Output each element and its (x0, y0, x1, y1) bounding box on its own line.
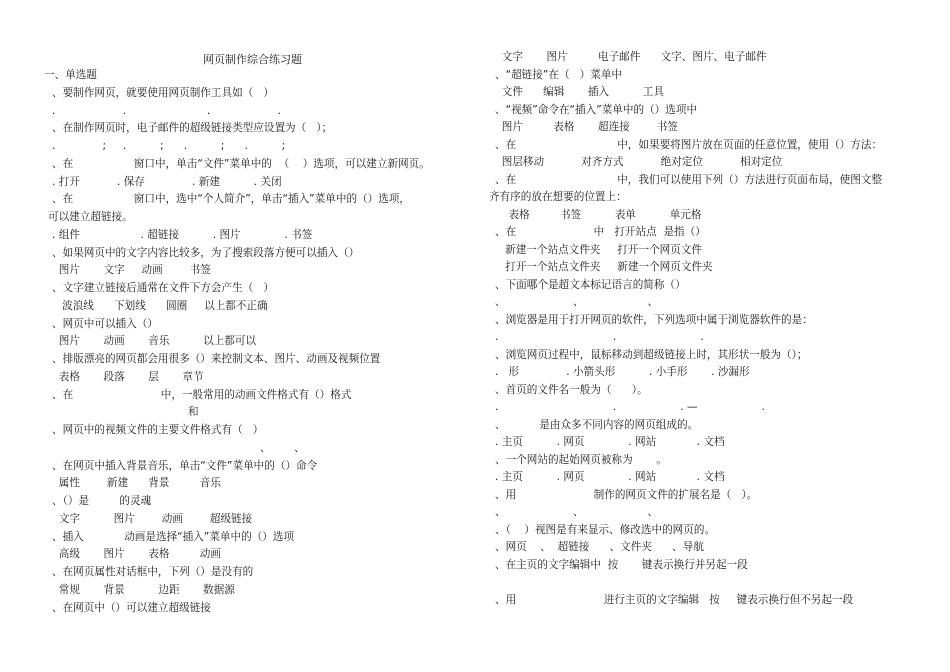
question-line: . 主页 . 网页 . 网站 . 文档 (495, 436, 725, 448)
question-line: 表格 书签 表单 单元格 (495, 208, 702, 221)
question-line: 、 是由众多不同内容的网页组成的。 (495, 418, 699, 431)
question-line: 图片 表格 超连接 书签 (495, 121, 678, 133)
worksheet-title: 网页制作综合练习题 (203, 53, 302, 66)
question-line: 可以建立超链接。 (48, 211, 133, 223)
question-line: 文字 图片 电子邮件 文字、图片、电子邮件 (495, 51, 767, 63)
question-line: 、如果网页中的文字内容比较多，为了搜索段落方便可以插入（） (52, 246, 360, 259)
question-line: . ; . ; . ; . ; (52, 140, 286, 152)
question-line: 、在 窗口中，选中“个人简介”，单击“插入”菜单中的（）选项， (52, 193, 411, 206)
question-line: . 组件 . 超链接 . 图片 . 书签 (52, 228, 313, 241)
question-line: 、浏览器是用于打开网页的软件，下列选项中属于浏览器软件的是： (495, 313, 813, 326)
question-line: 、在 中，一般常用的动画文件格式有（）格式 (52, 388, 352, 401)
question-line: 文字 图片 动画 超级链接 (52, 512, 253, 525)
question-line: 、在网页中（）可以建立超级链接 (52, 601, 211, 614)
question-line: 和 (188, 406, 199, 419)
question-line: 、在网页中插入背景音乐，单击“文件”菜单中的（）命令 (52, 459, 318, 472)
question-line: 波浪线 下划线 圆圈 以上都不正确 (52, 299, 268, 312)
question-line: 、“超链接”在（ ）菜单中 (495, 68, 623, 81)
question-line: . . . . (52, 104, 281, 117)
left-column (0, 0, 455, 672)
question-line: 、（ ）视图是有来显示、修改选中的网页的。 (495, 523, 716, 536)
question-line: 图片 文字 动画 书签 (52, 264, 211, 277)
question-line: 图片 动画 音乐 以上都可以 (52, 335, 257, 348)
question-line: . . . (495, 331, 704, 343)
question-line: 、（）是 的灵魂 (52, 495, 152, 507)
question-line: 、要制作网页，就要使用网页制作工具如（ ） (52, 86, 274, 99)
question-line: 文件 编辑 插入 工具 (495, 86, 664, 98)
question-line: . . . — . (495, 401, 765, 413)
question-line: 、 、 、 (495, 296, 659, 308)
question-line: 、插入 动画是选择“插入”菜单中的（）选项 (52, 530, 295, 543)
question-line: 新建一个站点文件夹 打开一个网页文件 (495, 243, 703, 256)
question-line: 图层移动 对齐方式 绝对定位 相对定位 (495, 156, 783, 168)
question-line: 、网页中的视频文件的主要文件格式有（ ） (52, 424, 264, 436)
question-line: 、首页的文件名一般为（ ）。 (495, 383, 648, 396)
question-line: 常规 背景 边距 数据源 (52, 583, 235, 596)
question-line: . 形 . 小箭头形 . 小手形 . 沙漏形 (495, 366, 750, 378)
question-line: 、一个网站的起始网页被称为 。 (495, 453, 667, 466)
question-line: 一、单选题 (44, 69, 97, 81)
question-line: 、在 窗口中，单击“文件”菜单中的 （ ）选项，可以建立新网页。 (52, 157, 430, 170)
question-line: 、用 进行主页的文字编辑 按 键表示换行但不另起一段 (495, 593, 854, 606)
question-line: 、 、 (260, 441, 305, 454)
question-line: 、在网页属性对话框中，下列（）是没有的 (52, 566, 254, 578)
question-line: 、网页 、 超链接 、文件夹 、导航 (495, 541, 704, 553)
question-line: 、在 中，如果要将图片放在页面的任意位置，使用（）方法： (495, 138, 883, 151)
question-line: 、在 中 打开站点 是指（） (495, 226, 706, 238)
right-column (475, 0, 930, 672)
question-line: 高级 图片 表格 动画 (52, 548, 221, 561)
question-line: . 主页 . 网页 . 网站 . 文档 (495, 471, 725, 483)
question-line: 、在制作网页时，电子邮件的超级链接类型应设置为（ ）； (52, 122, 333, 135)
question-line: 、下面哪个是超文本标记语言的简称（） (495, 278, 686, 291)
question-line: 属性 新建 背景 音乐 (52, 477, 221, 490)
question-line: 表格 段落 层 章节 (52, 370, 204, 383)
question-line: 、排版漂亮的网页都会用很多（）来控制文本、图片、动画及视频位置 (52, 353, 381, 365)
question-line: 、在 中，我们可以使用下列（）方法进行页面布局，使图文整 (495, 173, 883, 186)
question-line: 、 、 、 (495, 506, 659, 518)
question-line: 、文字建立链接后通常在文件下方会产生（ ） (52, 282, 274, 294)
question-line: 齐有序的放在想要的位置上： (489, 191, 627, 203)
question-line: 、“视频”命令在“插入”菜单中的（）选项中 (495, 103, 698, 116)
question-line: 、网页中可以插入（） (52, 317, 158, 330)
question-line: 、浏览网页过程中，鼠标移动到超级链接上时，其形状一般为（）； (495, 348, 808, 361)
question-line: 打开一个站点文件夹 新建一个网页文件夹 (495, 261, 713, 273)
question-line: 、在主页的文字编辑中 按 键表示换行并另起一段 (495, 558, 748, 571)
question-line: . 打开 . 保存 . 新建 . 关闭 (52, 175, 282, 188)
question-line: 、用 制作的网页文件的扩展名是（ ）。 (495, 488, 758, 501)
